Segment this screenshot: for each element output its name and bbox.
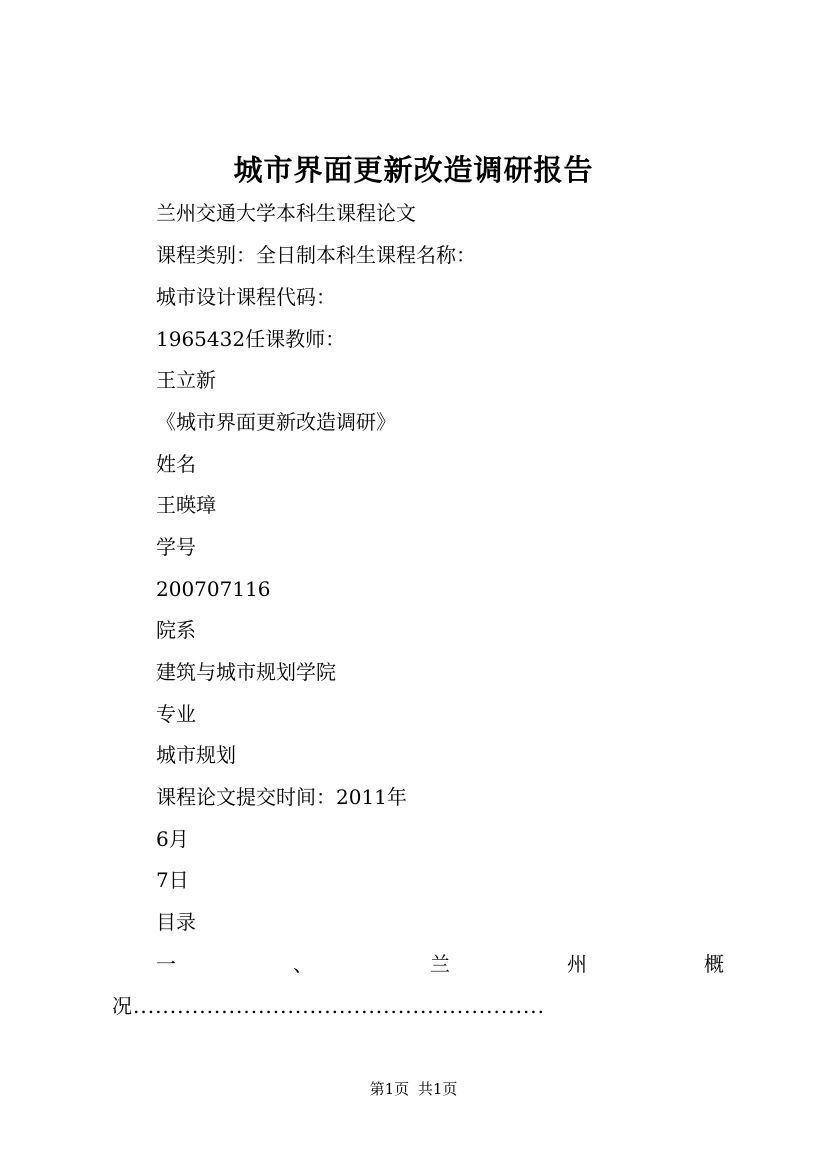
toc-entry-second-line: 况........................................................ bbox=[112, 994, 546, 1018]
toc-char: 州 bbox=[567, 952, 587, 976]
toc-char: 兰 bbox=[430, 952, 450, 976]
text-line: 《城市界面更新改造调研》 bbox=[156, 410, 396, 434]
text-line: 城市设计课程代码： bbox=[156, 285, 336, 309]
text-line: 200707116 bbox=[156, 577, 271, 601]
toc-char: 、 bbox=[293, 952, 313, 976]
text-line: 学号 bbox=[156, 535, 196, 559]
text-line: 兰州交通大学本科生课程论文 bbox=[156, 201, 416, 225]
text-line: 7日 bbox=[156, 868, 189, 892]
page-footer bbox=[0, 1078, 827, 1099]
text-line: 课程论文提交时间：2011年 bbox=[156, 785, 407, 809]
document-title: 城市界面更新改造调研报告 bbox=[233, 153, 594, 187]
text-line: 王立新 bbox=[156, 368, 216, 392]
toc-heading: 目录 bbox=[156, 910, 196, 934]
text-line: 课程类别：全日制本科生课程名称： bbox=[156, 243, 476, 267]
page-total: 共1页 bbox=[417, 1080, 458, 1098]
text-line: 城市规划 bbox=[156, 743, 236, 767]
text-line: 院系 bbox=[156, 618, 196, 642]
text-line: 姓名 bbox=[156, 452, 196, 476]
toc-char: 概 bbox=[704, 952, 724, 976]
text-line: 专业 bbox=[156, 702, 196, 726]
text-line: 王暎璋 bbox=[156, 493, 216, 517]
text-line: 建筑与城市规划学院 bbox=[156, 660, 336, 684]
text-line: 6月 bbox=[156, 827, 189, 851]
page-number: 第1页 bbox=[369, 1080, 410, 1098]
toc-entry-first-line bbox=[156, 952, 724, 976]
text-line: 1965432任课教师： bbox=[156, 327, 346, 351]
toc-char: 一 bbox=[156, 952, 176, 976]
